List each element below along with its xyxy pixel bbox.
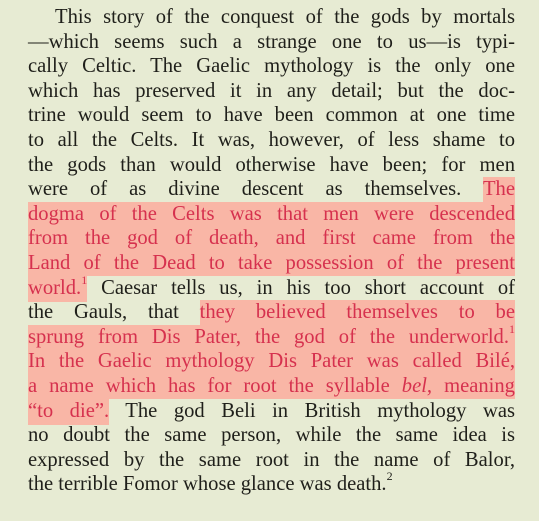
text-line: [28, 128, 515, 153]
text-span: were of as divine descent as themselves.: [28, 178, 462, 201]
highlighted-text-line: [28, 226, 515, 251]
text-span: world.: [28, 276, 82, 299]
text-line: [28, 79, 515, 104]
text-line: [28, 177, 515, 202]
text-span: a name which has for root the syllable: [28, 374, 390, 397]
text-span: meaning: [444, 374, 515, 397]
text-span: the gods than would otherwise have been; for men: [28, 153, 515, 176]
highlighted-text-line: [28, 349, 515, 374]
highlighted-text-line: [28, 321, 515, 350]
text-span: trine would seem to have been common at one time: [28, 104, 515, 127]
text-span: expressed by the same root in the name of Balor,: [28, 448, 515, 471]
text-line: [28, 153, 515, 178]
text-span: to all the Celts. It was, however, of less shame to: [28, 128, 515, 151]
text-line: [28, 54, 515, 79]
text-line: [28, 399, 515, 424]
text-line: [28, 423, 515, 448]
italic-word: bel,: [401, 374, 433, 397]
text-span: the Gauls, that: [28, 301, 179, 324]
text-line: [28, 30, 515, 55]
text-span: sprung from Dis Pater, the god of the underworld.: [28, 325, 509, 348]
text-span: This story of the conquest of the gods by mortals: [55, 6, 515, 28]
text-span: from the god of death, and first came from the: [28, 227, 515, 250]
text-span: the terrible Fomor whose glance was death.: [28, 473, 387, 496]
body-paragraph: [28, 5, 515, 497]
text-span: which has preserved it in any detail; but the doc-: [28, 79, 515, 102]
footnote-marker: 1: [509, 321, 515, 336]
text-span: Caesar tells us, in his too short account of: [101, 276, 515, 299]
text-line: [28, 103, 515, 128]
highlighted-text-line: [28, 202, 515, 227]
highlighted-text: The: [483, 177, 515, 203]
text-span: no doubt the same person, while the same idea is: [28, 424, 515, 447]
text-line: [28, 300, 515, 325]
text-span: The god Beli in British mythology was: [125, 399, 515, 422]
text-span: cally Celtic. The Gaelic mythology is the only one: [28, 55, 515, 78]
text-line: [28, 5, 515, 30]
text-span: dogma of the Celts was that men were descended: [28, 202, 515, 225]
text-line: [28, 448, 515, 473]
text-line: [28, 469, 515, 497]
highlighted-text-line: [28, 374, 515, 399]
highlighted-text: [28, 272, 88, 302]
text-span: Land of the Dead to take possession of the present: [28, 251, 515, 274]
text-line: [28, 272, 515, 301]
footnote-marker: 2: [386, 469, 393, 484]
footnote-marker: 1: [81, 272, 88, 287]
text-span: —which seems such a strange one to us—is typi-: [28, 30, 515, 53]
highlighted-text: they believed themselves to be: [200, 300, 515, 326]
text-span: In the Gaelic mythology Dis Pater was called Bilé,: [28, 350, 515, 373]
highlighted-text-line: [28, 251, 515, 276]
highlighted-text: “to die”.: [28, 399, 109, 425]
